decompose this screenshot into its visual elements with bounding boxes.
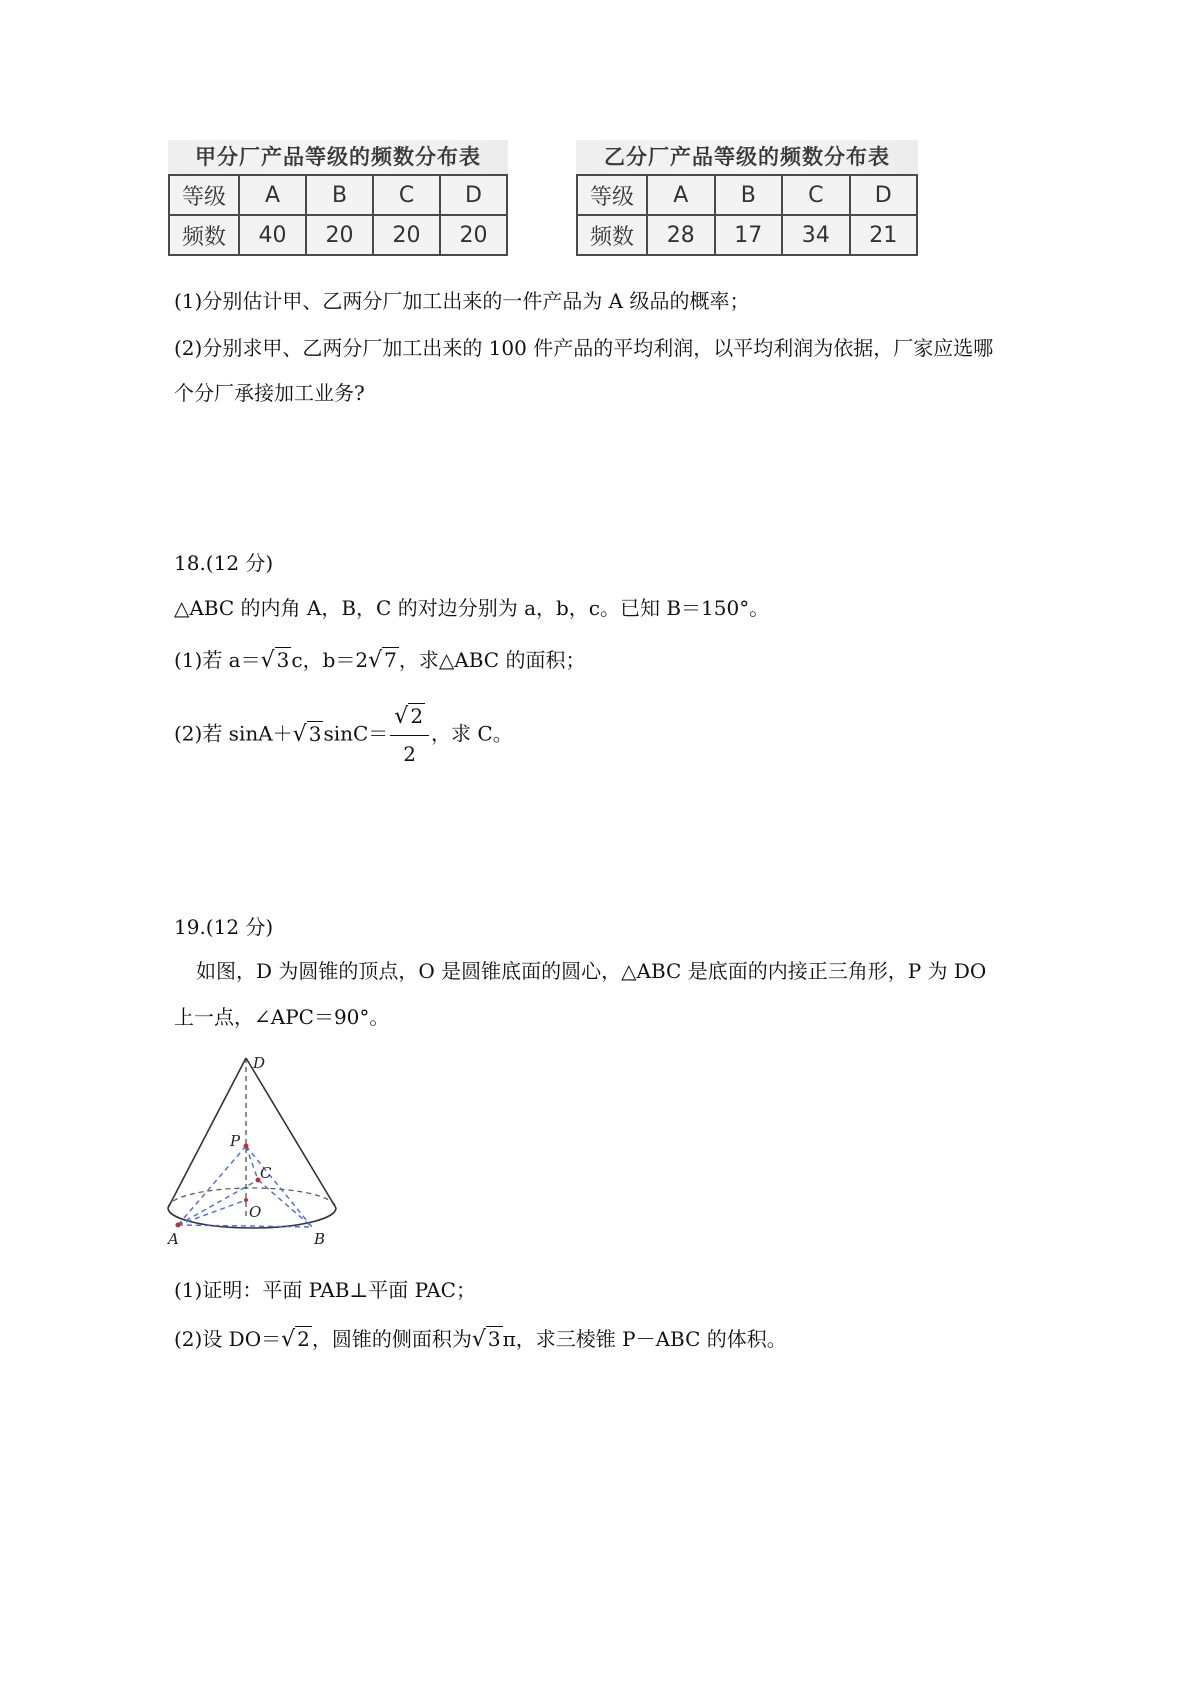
q18-part2-text: ，求 C。: [431, 721, 513, 746]
table-cell: 20: [440, 215, 507, 255]
table-row: [169, 215, 507, 255]
table-row: [577, 175, 917, 215]
table-b: [576, 174, 918, 256]
label-b: B: [314, 1230, 326, 1248]
table-a-block: [168, 140, 508, 256]
q19-part1: (1)证明：平面 PAB⊥平面 PAC；: [174, 1278, 476, 1302]
q19-heading: 19.(12 分): [174, 915, 274, 939]
q18-part2: [174, 700, 513, 770]
q18-part1-text: c，b＝2: [291, 648, 369, 672]
q18-part1-text: ，求△ABC 的面积；: [398, 648, 586, 672]
table-cell: C: [373, 175, 440, 215]
table-cell: 17: [715, 215, 783, 255]
table-cell: 等级: [577, 175, 647, 215]
table-cell: A: [239, 175, 306, 215]
q19-part2-text: (2)设 DO＝: [174, 1327, 282, 1351]
q17-part1: (1)分别估计甲、乙两分厂加工出来的一件产品为 A 级品的概率；: [174, 289, 750, 313]
q19-part2-text: ，圆锥的侧面积为: [311, 1327, 472, 1351]
table-cell: 频数: [169, 215, 239, 255]
label-c: C: [260, 1164, 272, 1182]
q17-part2-line2: 个分厂承接加工业务?: [174, 381, 365, 405]
numerator: 2: [410, 704, 424, 728]
radicand: 3: [308, 721, 322, 746]
q19-part2: [174, 1324, 787, 1355]
radicand: 2: [297, 1327, 310, 1351]
table-cell: 20: [373, 215, 440, 255]
q18-part2-text: sinC＝: [323, 721, 389, 746]
table-cell: A: [647, 175, 715, 215]
table-cell: 频数: [577, 215, 647, 255]
q19-part2-text: π，求三棱锥 P－ABC 的体积。: [502, 1327, 787, 1351]
q18-part1-text: (1)若 a＝: [174, 648, 261, 672]
point-p: [244, 1144, 249, 1149]
sqrt-symbol: √ 3: [260, 648, 290, 673]
label-d: D: [253, 1054, 266, 1072]
q18-part2-text: (2)若 sinA＋: [174, 721, 293, 746]
q18-part1: [174, 645, 585, 676]
table-row: [577, 215, 917, 255]
q17-part2-line1: (2)分别求甲、乙两分厂加工出来的 100 件产品的平均利润，以平均利润为依据，厂家应选哪: [174, 336, 994, 360]
label-a: A: [168, 1230, 179, 1248]
q18-heading: 18.(12 分): [174, 551, 274, 575]
table-cell: 等级: [169, 175, 239, 215]
table-cell: B: [715, 175, 783, 215]
table-cell: 40: [239, 215, 306, 255]
q18-stem: △ABC 的内角 A，B，C 的对边分别为 a，b，c。已知 B＝150°。: [174, 596, 770, 620]
table-cell: 34: [782, 215, 850, 255]
table-cell: D: [850, 175, 918, 215]
sqrt-symbol: √ 3: [292, 721, 322, 747]
table-row: [169, 175, 507, 215]
table-cell: 28: [647, 215, 715, 255]
table-a: [168, 174, 508, 256]
table-b-block: [576, 140, 918, 256]
cone-figure: [160, 1050, 340, 1250]
table-cell: 21: [850, 215, 918, 255]
radicand: 7: [384, 648, 397, 672]
point-a: [176, 1223, 181, 1228]
fraction: [390, 700, 429, 770]
q19-stem-line1: 如图，D 为圆锥的顶点，O 是圆锥底面的圆心，△ABC 是底面的内接正三角形，P 为 DO: [196, 959, 987, 983]
sqrt-symbol: √ 2: [281, 1327, 310, 1352]
sqrt-symbol: √ 3: [471, 1327, 501, 1352]
table-cell: B: [306, 175, 373, 215]
sqrt-symbol: √ 2: [394, 704, 424, 729]
table-a-title: 甲分厂产品等级的频数分布表: [168, 140, 508, 174]
radicand: 3: [276, 648, 290, 672]
table-cell: D: [440, 175, 507, 215]
table-cell: C: [782, 175, 850, 215]
radicand: 3: [487, 1327, 501, 1351]
point-o: [244, 1198, 248, 1202]
table-cell: 20: [306, 215, 373, 255]
label-o: O: [249, 1203, 262, 1221]
q19-stem-line2: 上一点，∠APC＝90°。: [174, 1005, 390, 1029]
label-p: P: [230, 1132, 241, 1150]
sqrt-symbol: √ 7: [368, 648, 397, 673]
denominator: 2: [403, 742, 417, 766]
table-b-title: 乙分厂产品等级的频数分布表: [576, 140, 918, 174]
